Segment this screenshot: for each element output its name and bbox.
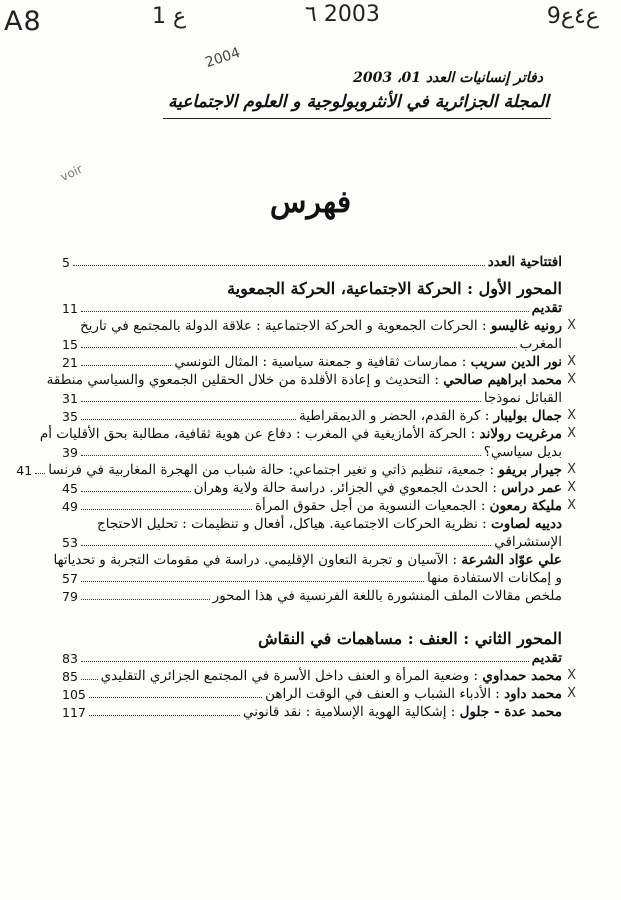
check-mark-icon: X — [567, 354, 576, 369]
toc-entry-text: : الحدث الجمعوي في الجزائر. دراسة حالة ولاية وهران — [193, 480, 502, 496]
toc-entry — [62, 496, 576, 514]
toc-entry-text: ملخص مقالات الملف المنشورة باللغة الفرنسية في هذا المحور — [212, 588, 562, 604]
check-mark-icon: X — [567, 318, 576, 333]
header-rule — [163, 118, 551, 119]
toc-entry — [62, 666, 576, 684]
toc-entry-text: : الحركات الجمعوية و الحركة الاجتماعية : علاقة الدولة بالمجتمع في تاريخ — [79, 318, 491, 334]
toc-entry-text: : نظرية الحركات الاجتماعية. هياكل، أفعال و تنظيمات : تحليل الاحتجاج — [97, 516, 492, 532]
dot-leader — [89, 697, 262, 698]
toc-entry — [62, 252, 562, 270]
toc-author: ددييه لصاوت — [491, 516, 562, 532]
dot-leader — [81, 311, 529, 312]
page-number: 85 — [62, 669, 78, 684]
toc-entry — [62, 298, 562, 316]
page-number: 35 — [62, 409, 78, 424]
dot-leader — [81, 419, 296, 420]
dot-leader — [35, 473, 45, 474]
toc-author: رونيه غاليسو — [490, 318, 562, 334]
toc-entry-text: : الآسيان و تجربة التعاون الإقليمي. دراسة في مقومات التجربة و تحدياتها — [53, 552, 462, 568]
dot-leader — [81, 347, 517, 348]
check-mark-icon: X — [567, 462, 576, 477]
journal-issue-line: دفاتر إنسانيات العدد 01، 2003 — [353, 70, 543, 86]
dot-leader — [73, 265, 485, 266]
page-number: 21 — [62, 355, 78, 370]
toc-entry-text: : الجمعيات النسوية من أجل حقوق المرأة — [254, 498, 490, 514]
toc-entry — [62, 702, 562, 720]
page-number: 11 — [62, 301, 78, 316]
toc-entry-text: : الحركة الأمازيغية في المغرب : دفاع عن هوية ثقافية، مطالبة بحق الأقليات أم — [39, 426, 480, 442]
toc-entry — [46, 370, 576, 388]
page-number: 31 — [62, 391, 78, 406]
toc-entry-text: و إمكانات الاستفادة منها — [426, 570, 562, 586]
toc-author: نور الدين سريب — [470, 354, 562, 370]
page-number: 5 — [62, 255, 70, 270]
journal-title-line: المجلة الجزائرية في الأنثروبولوجية و العلوم الاجتماعية — [168, 92, 549, 112]
handwritten-note-center-2: ٦ 2003 — [305, 2, 380, 27]
check-mark-icon: X — [567, 426, 576, 441]
dot-leader — [81, 455, 481, 456]
toc-entry-text: الإستشراقي — [494, 534, 562, 550]
dot-leader — [81, 365, 171, 366]
page-title: فهرس — [269, 185, 352, 220]
toc-entry-continuation — [62, 334, 562, 352]
dot-leader — [81, 509, 252, 510]
toc-entry-text: : ممارسات ثقافية و جمعنة سياسية : المثال التونسي — [174, 354, 471, 370]
check-mark-icon: X — [567, 408, 576, 423]
dot-leader — [81, 491, 191, 492]
dot-leader — [81, 545, 491, 546]
toc-entry — [53, 550, 562, 568]
toc-entry — [62, 406, 576, 424]
toc-section-heading — [62, 620, 562, 648]
dot-leader — [89, 715, 240, 716]
check-mark-icon: X — [567, 686, 576, 701]
toc-entry-continuation — [62, 442, 562, 460]
toc-entry-text: : جمعية، تنظيم ذاتي و تغير اجتماعي: حالة شباب من الهجرة المغاربية في فرنسا — [48, 462, 499, 478]
toc-entry — [62, 316, 576, 334]
page-number: 15 — [62, 337, 78, 352]
toc-author: مرغريت رولاند — [479, 426, 562, 442]
page-number: 49 — [62, 499, 78, 514]
toc-entry-text: المغرب — [519, 336, 562, 352]
check-mark-icon: X — [567, 668, 576, 683]
toc-entry-text: افتتاحية العدد — [487, 254, 562, 270]
toc-entry-text: : كرة القدم، الحضر و الديمقراطية — [299, 408, 494, 424]
toc-entry — [62, 586, 562, 604]
toc-entry — [16, 460, 576, 478]
toc-entry-text: : وضعية المرأة و العنف داخل الأسرة في المجتمع الجزائري التقليدي — [100, 668, 483, 684]
section-title: المحور الأول : الحركة الاجتماعية، الحركة الجمعوية — [227, 279, 562, 298]
toc-entry-text: تقديم — [531, 300, 562, 316]
toc-author: محمد ابراهيم صالحي — [443, 372, 562, 388]
page-number: 57 — [62, 571, 78, 586]
page-number: 45 — [62, 481, 78, 496]
toc-author: محمد حمداوي — [482, 668, 562, 684]
page-number: 83 — [62, 651, 78, 666]
toc-entry — [39, 424, 576, 442]
toc-author: عمر دراس — [501, 480, 562, 496]
dot-leader — [81, 599, 210, 600]
check-mark-icon: X — [567, 480, 576, 495]
toc-entry — [62, 684, 576, 702]
page-number: 79 — [62, 589, 78, 604]
toc-entry — [62, 648, 562, 666]
toc-entry — [62, 514, 562, 532]
toc-entry-text: : التحديث و إعادة الأقلدة من خلال الحقلين الجمعوي والسياسي منطقة — [46, 372, 444, 388]
toc-entry-continuation — [62, 568, 562, 586]
toc-author: محمد داود — [504, 686, 562, 702]
toc-entry-text: القبائل نموذجا — [483, 390, 562, 406]
toc-entry — [62, 478, 576, 496]
toc-entry-text: : الأدباء الشباب و العنف في الوقت الراهن — [265, 686, 505, 702]
toc-entry-continuation — [62, 532, 562, 550]
dot-leader — [81, 679, 98, 680]
handwritten-year-note: 2004 — [203, 44, 243, 72]
handwritten-code-right: 9ع٤ع — [546, 4, 599, 29]
page-number: 41 — [16, 463, 33, 478]
check-mark-icon: X — [567, 372, 576, 387]
check-mark-icon: X — [567, 498, 576, 513]
dot-leader — [81, 661, 529, 662]
handwritten-code-left: A8 — [4, 6, 42, 37]
toc-author: محمد عدة - جلول — [459, 704, 562, 720]
toc-entry-text: : إشكالية الهوية الإسلامية : نقد قانوني — [243, 704, 460, 720]
toc-author: جمال بوليبار — [493, 408, 562, 424]
toc-author: مليكة رمعون — [489, 498, 562, 514]
section-title: المحور الثاني : العنف : مساهمات في النقاش — [258, 629, 562, 648]
toc-author: جيرار بريفو — [498, 462, 562, 478]
page-number: 53 — [62, 535, 78, 550]
page-number: 105 — [62, 687, 86, 702]
toc-entry-continuation — [62, 388, 562, 406]
dot-leader — [81, 581, 424, 582]
dot-leader — [81, 401, 481, 402]
toc-section-heading — [62, 270, 562, 298]
toc-gap — [62, 604, 562, 620]
toc-entry-text: تقديم — [531, 650, 562, 666]
toc-entry — [62, 352, 576, 370]
page-number: 39 — [62, 445, 78, 460]
page-number: 117 — [62, 705, 86, 720]
table-of-contents — [16, 252, 576, 720]
handwritten-note-center-1: ع 1 — [152, 4, 187, 29]
toc-entry-text: بديل سياسي؟ — [483, 444, 562, 460]
toc-author: علي عوّاد الشرعة — [461, 552, 562, 568]
handwritten-margin-note: voir — [58, 161, 85, 185]
